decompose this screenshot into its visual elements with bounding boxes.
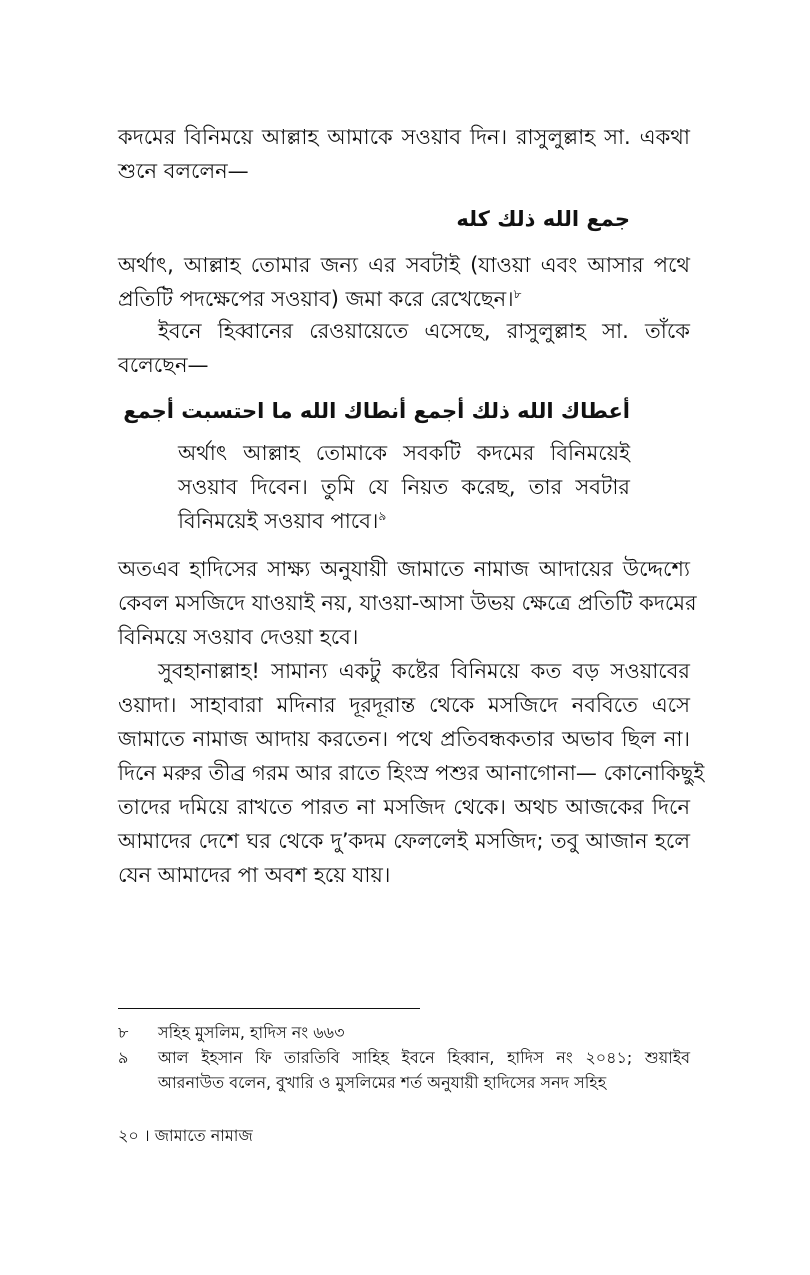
page-number: ২০ bbox=[118, 1126, 139, 1145]
quote-text: বিনিময়েই সওয়াব পাবে। bbox=[178, 509, 379, 533]
footnote-ref-9[interactable]: ৯ bbox=[378, 509, 387, 523]
paragraph-line: ওয়াদা। সাহাবারা মদিনার দূরদূরান্ত থেকে মসজিদে নববিতে এসে bbox=[118, 693, 690, 717]
paragraph-2 bbox=[118, 248, 690, 316]
paragraph-line: সুবহানাল্লাহ! সামান্য একটু কষ্টের বিনিময়ে কত বড় সওয়াবের bbox=[158, 659, 690, 683]
paragraph-line: শুনে বললেন— bbox=[118, 159, 249, 183]
footnotes bbox=[118, 1020, 690, 1095]
footnote-ref-8[interactable]: ৮ bbox=[513, 287, 522, 301]
arabic-hadith-2: أعطاك الله ذلك أجمع أنطاك الله ما احتسبت أجمع bbox=[123, 399, 630, 423]
paragraph-line: জামাতে নামাজ আদায় করতেন। পথে প্রতিবন্ধকতার অভাব ছিল না। bbox=[118, 727, 690, 751]
footnote-number: ৮ bbox=[118, 1023, 129, 1042]
paragraph-line: বিনিময়ে সওয়াব দেওয়া হবে। bbox=[118, 625, 359, 649]
quote-line: অর্থাৎ আল্লাহ তোমাকে সবকটি কদমের বিনিময়েই bbox=[178, 441, 630, 465]
footnote-divider bbox=[118, 1008, 420, 1009]
paragraph-line: দিনে মরুর তীব্র গরম আর রাতে হিংস্র পশুর আনাগোনা— কোনোকিছুই bbox=[118, 761, 705, 785]
paragraph-line: তাদের দমিয়ে রাখতে পারত না মসজিদ থেকে। অথচ আজকের দিনে bbox=[118, 795, 690, 819]
footnote-line: আরনাউত বলেন, বুখারি ও মুসলিমের শর্ত অনুযায়ী হাদিসের সনদ সহিহ bbox=[158, 1073, 607, 1092]
paragraph-line: অতএব হাদিসের সাক্ষ্য অনুযায়ী জামাতে নামাজ আদায়ের উদ্দেশ্যে bbox=[118, 557, 690, 581]
paragraph-5 bbox=[118, 654, 705, 892]
paragraph-1 bbox=[118, 120, 690, 188]
paragraph-line: আমাদের দেশে ঘর থেকে দু’কদম ফেললেই মসজিদ; তবু আজান হলে bbox=[118, 829, 690, 853]
footnote-9 bbox=[118, 1045, 690, 1095]
paragraph-line: কদমের বিনিময়ে আল্লাহ আমাকে সওয়াব দিন। রাসুলুল্লাহ সা. একথা bbox=[118, 125, 690, 149]
book-title: জামাতে নামাজ bbox=[154, 1126, 253, 1145]
page-footer bbox=[118, 1124, 253, 1148]
paragraph-line: অর্থাৎ, আল্লাহ তোমার জন্য এর সবটাই (যাওয়া এবং আসার পথে bbox=[118, 253, 690, 277]
quote-line bbox=[178, 504, 630, 538]
paragraph-3 bbox=[118, 314, 690, 382]
footnote-text: সহিহ মুসলিম, হাদিস নং ৬৬৩ bbox=[158, 1023, 345, 1042]
footnote-number: ৯ bbox=[118, 1048, 129, 1067]
quote-line: সওয়াব দিবেন। তুমি যে নিয়ত করেছ, তার সবটার bbox=[178, 475, 630, 499]
paragraph-4 bbox=[118, 552, 697, 654]
footnote-text bbox=[158, 1045, 690, 1095]
paragraph-text: প্রতিটি পদক্ষেপের সওয়াব) জমা করে রেখেছেন। bbox=[118, 287, 514, 311]
paragraph-line: কেবল মসজিদে যাওয়াই নয়, যাওয়া-আসা উভয় ক্ষেত্রে প্রতিটি কদমের bbox=[118, 591, 697, 615]
folio-separator: । bbox=[143, 1126, 150, 1145]
paragraph-line: ইবনে হিব্বানের রেওয়ায়েতে এসেছে, রাসুলুল্লাহ সা. তাঁকে bbox=[158, 319, 690, 343]
footnote-8 bbox=[118, 1020, 690, 1045]
paragraph-line: যেন আমাদের পা অবশ হয়ে যায়। bbox=[118, 863, 391, 887]
paragraph-line: বলেছেন— bbox=[118, 353, 209, 377]
paragraph-line bbox=[118, 282, 690, 316]
footnote-line: আল ইহসান ফি তারতিবি সাহিহ ইবনে হিব্বান, হাদিস নং ২০৪১; শুয়াইব bbox=[158, 1048, 690, 1067]
translation-quote bbox=[178, 436, 630, 538]
arabic-hadith-1: جمع الله ذلك كله bbox=[456, 207, 630, 231]
